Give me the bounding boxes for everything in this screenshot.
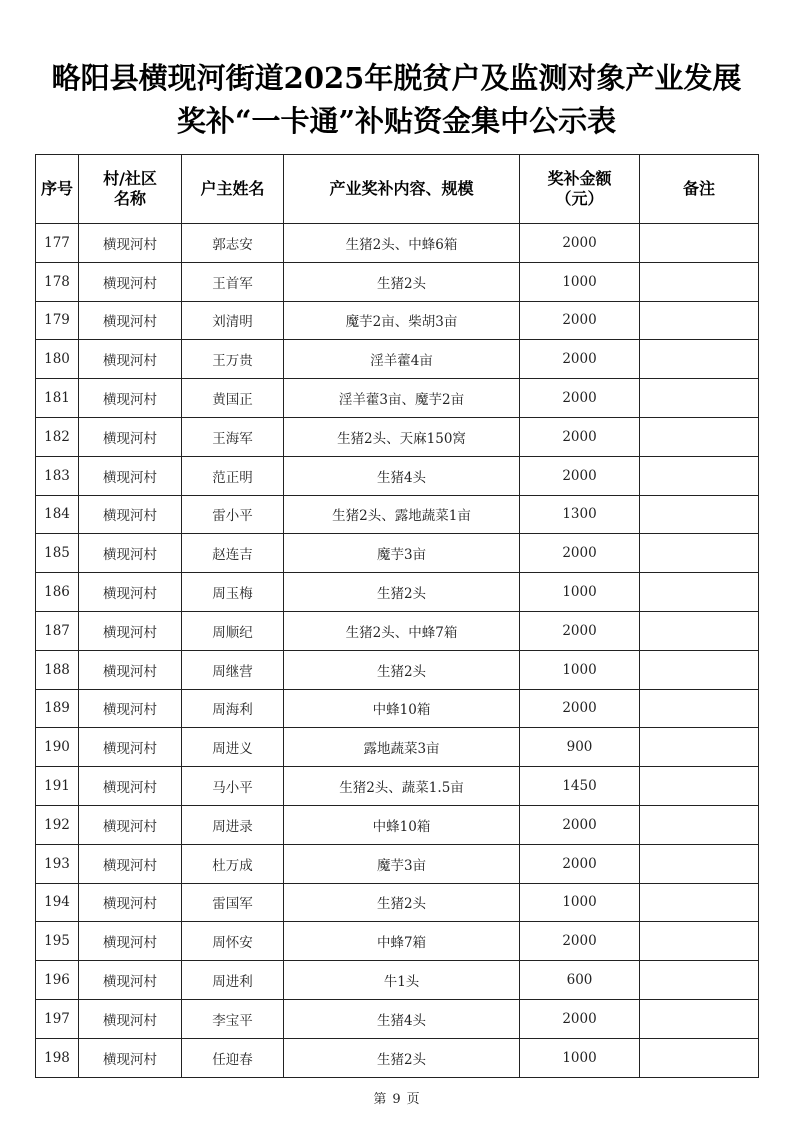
cell-seq: 198 [36, 1038, 79, 1077]
table-body [36, 224, 759, 1078]
cell-content: 生猪4头 [284, 456, 520, 495]
cell-name: 周海利 [182, 689, 284, 728]
cell-seq: 193 [36, 844, 79, 883]
cell-content: 生猪2头、露地蔬菜1亩 [284, 495, 520, 534]
cell-name: 李宝平 [182, 999, 284, 1038]
cell-remark [640, 883, 759, 922]
footer-suffix: 页 [406, 1092, 420, 1107]
cell-village: 横现河村 [79, 922, 182, 961]
table-row [36, 961, 759, 1000]
cell-remark [640, 417, 759, 456]
cell-village: 横现河村 [79, 417, 182, 456]
cell-content: 淫羊藿3亩、魔芋2亩 [284, 379, 520, 418]
table-row [36, 495, 759, 534]
cell-amount: 900 [520, 728, 640, 767]
cell-name: 范正明 [182, 456, 284, 495]
cell-name: 雷国军 [182, 883, 284, 922]
header-amount [520, 155, 640, 224]
cell-remark [640, 534, 759, 573]
cell-seq: 196 [36, 961, 79, 1000]
cell-village: 横现河村 [79, 805, 182, 844]
cell-content: 生猪2头 [284, 883, 520, 922]
cell-content: 魔芋3亩 [284, 534, 520, 573]
cell-content: 牛1头 [284, 961, 520, 1000]
cell-seq: 192 [36, 805, 79, 844]
cell-seq: 197 [36, 999, 79, 1038]
cell-name: 周玉梅 [182, 573, 284, 612]
cell-amount: 2000 [520, 689, 640, 728]
cell-content: 生猪2头、中蜂6箱 [284, 224, 520, 263]
cell-village: 横现河村 [79, 883, 182, 922]
cell-remark [640, 689, 759, 728]
cell-seq: 194 [36, 883, 79, 922]
cell-seq: 186 [36, 573, 79, 612]
cell-seq: 181 [36, 379, 79, 418]
cell-seq: 179 [36, 301, 79, 340]
cell-amount: 2000 [520, 417, 640, 456]
cell-village: 横现河村 [79, 495, 182, 534]
cell-content: 生猪2头、天麻150窝 [284, 417, 520, 456]
table-row [36, 689, 759, 728]
footer-prefix: 第 [373, 1092, 387, 1107]
table-row [36, 534, 759, 573]
cell-remark [640, 1038, 759, 1077]
cell-seq: 177 [36, 224, 79, 263]
cell-content: 生猪2头 [284, 262, 520, 301]
cell-village: 横现河村 [79, 573, 182, 612]
table-header-row [36, 155, 759, 224]
cell-content: 生猪2头 [284, 1038, 520, 1077]
table-row [36, 1038, 759, 1077]
header-village-line2: 名称 [113, 189, 146, 208]
cell-amount: 2000 [520, 534, 640, 573]
cell-name: 任迎春 [182, 1038, 284, 1077]
cell-village: 横现河村 [79, 534, 182, 573]
cell-amount: 1000 [520, 573, 640, 612]
cell-seq: 190 [36, 728, 79, 767]
cell-amount: 2000 [520, 224, 640, 263]
cell-content: 生猪2头、蔬菜1.5亩 [284, 767, 520, 806]
page-title-line2: 奖补“一卡通”补贴资金集中公示表 [176, 104, 617, 138]
cell-seq: 195 [36, 922, 79, 961]
cell-seq: 185 [36, 534, 79, 573]
table-row [36, 650, 759, 689]
table-row [36, 922, 759, 961]
cell-village: 横现河村 [79, 262, 182, 301]
cell-village: 横现河村 [79, 1038, 182, 1077]
cell-village: 横现河村 [79, 961, 182, 1000]
cell-village: 横现河村 [79, 340, 182, 379]
cell-seq: 182 [36, 417, 79, 456]
cell-remark [640, 611, 759, 650]
table-row [36, 456, 759, 495]
table-row [36, 262, 759, 301]
cell-remark [640, 495, 759, 534]
cell-village: 横现河村 [79, 224, 182, 263]
table-row [36, 340, 759, 379]
cell-remark [640, 844, 759, 883]
cell-content: 生猪4头 [284, 999, 520, 1038]
cell-seq: 191 [36, 767, 79, 806]
header-name: 户主姓名 [182, 155, 284, 224]
cell-village: 横现河村 [79, 844, 182, 883]
cell-remark [640, 961, 759, 1000]
header-remark: 备注 [640, 155, 759, 224]
cell-content: 露地蔬菜3亩 [284, 728, 520, 767]
cell-name: 周进利 [182, 961, 284, 1000]
cell-remark [640, 999, 759, 1038]
cell-village: 横现河村 [79, 689, 182, 728]
header-content: 产业奖补内容、规模 [284, 155, 520, 224]
cell-remark [640, 301, 759, 340]
header-amount-line2: （元） [555, 189, 604, 208]
header-seq: 序号 [36, 155, 79, 224]
table-row [36, 611, 759, 650]
cell-remark [640, 340, 759, 379]
table-row [36, 728, 759, 767]
cell-amount: 1000 [520, 650, 640, 689]
cell-amount: 2000 [520, 301, 640, 340]
cell-village: 横现河村 [79, 767, 182, 806]
cell-name: 周进录 [182, 805, 284, 844]
table-row [36, 224, 759, 263]
cell-amount: 600 [520, 961, 640, 1000]
cell-amount: 1300 [520, 495, 640, 534]
cell-name: 王海军 [182, 417, 284, 456]
cell-village: 横现河村 [79, 301, 182, 340]
cell-name: 马小平 [182, 767, 284, 806]
header-village [79, 155, 182, 224]
cell-seq: 187 [36, 611, 79, 650]
header-village-line1: 村/社区 [103, 169, 157, 188]
cell-content: 中蜂10箱 [284, 805, 520, 844]
cell-amount: 2000 [520, 611, 640, 650]
cell-content: 淫羊藿4亩 [284, 340, 520, 379]
cell-name: 郭志安 [182, 224, 284, 263]
cell-remark [640, 767, 759, 806]
cell-village: 横现河村 [79, 650, 182, 689]
subsidy-table [35, 154, 759, 1078]
cell-amount: 1000 [520, 262, 640, 301]
cell-content: 生猪2头 [284, 573, 520, 612]
cell-name: 黄国正 [182, 379, 284, 418]
cell-name: 赵连吉 [182, 534, 284, 573]
cell-village: 横现河村 [79, 999, 182, 1038]
cell-village: 横现河村 [79, 611, 182, 650]
cell-content: 生猪2头、中蜂7箱 [284, 611, 520, 650]
cell-content: 生猪2头 [284, 650, 520, 689]
cell-seq: 180 [36, 340, 79, 379]
page-title-line1: 略阳县横现河街道2025年脱贫户及监测对象产业发展 [51, 61, 742, 95]
cell-village: 横现河村 [79, 728, 182, 767]
page-footer [0, 1088, 793, 1107]
cell-remark [640, 224, 759, 263]
table-row [36, 844, 759, 883]
cell-seq: 178 [36, 262, 79, 301]
cell-remark [640, 728, 759, 767]
cell-amount: 1450 [520, 767, 640, 806]
cell-remark [640, 650, 759, 689]
cell-content: 魔芋2亩、柴胡3亩 [284, 301, 520, 340]
cell-seq: 183 [36, 456, 79, 495]
cell-remark [640, 922, 759, 961]
cell-content: 中蜂7箱 [284, 922, 520, 961]
cell-remark [640, 573, 759, 612]
cell-village: 横现河村 [79, 456, 182, 495]
header-amount-line1: 奖补金额 [547, 169, 612, 188]
cell-amount: 2000 [520, 379, 640, 418]
cell-seq: 184 [36, 495, 79, 534]
table-row [36, 417, 759, 456]
table-row [36, 883, 759, 922]
table-row [36, 805, 759, 844]
cell-remark [640, 379, 759, 418]
cell-name: 周顺纪 [182, 611, 284, 650]
table-row [36, 573, 759, 612]
cell-name: 刘清明 [182, 301, 284, 340]
cell-name: 周怀安 [182, 922, 284, 961]
table-row [36, 999, 759, 1038]
cell-amount: 2000 [520, 340, 640, 379]
cell-amount: 2000 [520, 456, 640, 495]
cell-amount: 2000 [520, 844, 640, 883]
cell-name: 杜万成 [182, 844, 284, 883]
cell-amount: 2000 [520, 999, 640, 1038]
cell-remark [640, 456, 759, 495]
cell-amount: 2000 [520, 805, 640, 844]
cell-name: 王万贵 [182, 340, 284, 379]
cell-name: 周继营 [182, 650, 284, 689]
cell-name: 雷小平 [182, 495, 284, 534]
table-row [36, 767, 759, 806]
table-row [36, 379, 759, 418]
cell-content: 魔芋3亩 [284, 844, 520, 883]
table-row [36, 301, 759, 340]
cell-name: 周进义 [182, 728, 284, 767]
cell-seq: 188 [36, 650, 79, 689]
cell-remark [640, 262, 759, 301]
cell-remark [640, 805, 759, 844]
cell-amount: 1000 [520, 1038, 640, 1077]
cell-seq: 189 [36, 689, 79, 728]
cell-amount: 2000 [520, 922, 640, 961]
footer-page-number: 9 [392, 1092, 401, 1107]
cell-name: 王首军 [182, 262, 284, 301]
cell-amount: 1000 [520, 883, 640, 922]
cell-village: 横现河村 [79, 379, 182, 418]
cell-content: 中蜂10箱 [284, 689, 520, 728]
